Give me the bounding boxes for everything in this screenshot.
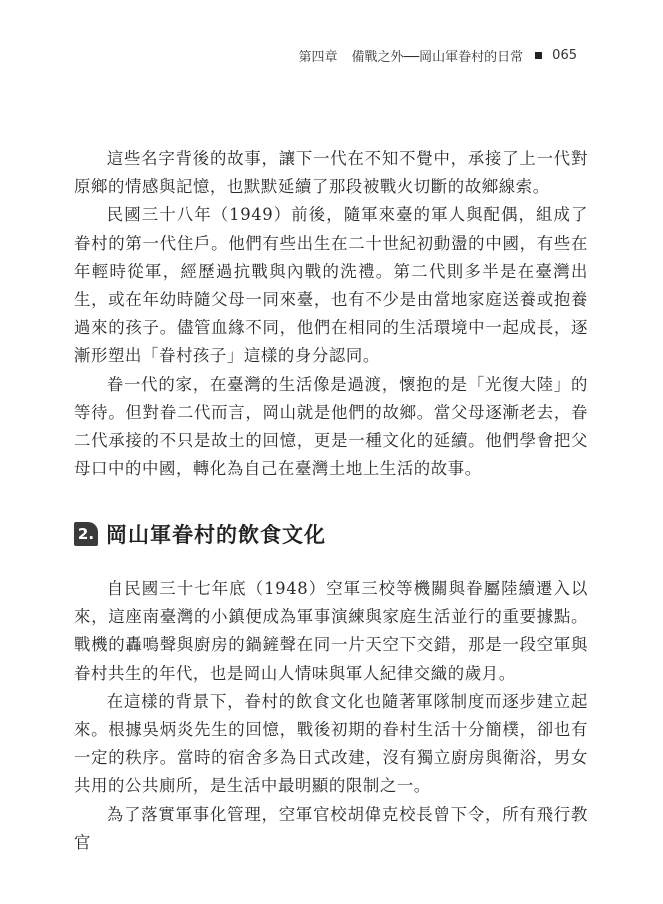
body-text-top xyxy=(74,145,588,483)
chapter-title: 備戰之外──岡山軍眷村的日常 xyxy=(351,50,524,65)
paragraph: 自民國三十七年底（1948）空軍三校等機關與眷屬陸續遷入以來，這座南臺灣的小鎮便成為軍事演練與家庭生活並行的重要據點。戰機的轟鳴聲與廚房的鍋鏟聲在同一片天空下交錯，那是一段空軍與眷村共生的年代，也是岡山人情味與軍人紀律交織的歲月。 xyxy=(74,579,588,683)
page-number: 065 xyxy=(552,48,577,63)
paragraph: 眷一代的家，在臺灣的生活像是過渡，懷抱的是「光復大陸」的等待。但對眷二代而言，岡山就是他們的故鄉。當父母逐漸老去，眷二代承接的不只是故土的回憶，更是一種文化的延續。他們學會把父母口中的中國，轉化為自己在臺灣土地上生活的故事。 xyxy=(74,374,588,479)
paragraph: 為了落實軍事化管理，空軍官校胡偉克校長曾下令，所有飛行教官 xyxy=(74,804,588,852)
square-bullet-icon xyxy=(535,52,542,59)
paragraph: 這些名字背後的故事，讓下一代在不知不覺中，承接了上一代對原鄉的情感與記憶，也默默延續了那段被戰火切斷的故鄉線索。 xyxy=(74,149,588,197)
body-text-bottom xyxy=(74,575,588,857)
chapter-label: 第四章 xyxy=(298,50,338,65)
section-number-badge: 2. xyxy=(74,522,98,546)
paragraph: 在這樣的背景下，眷村的飲食文化也隨著軍隊制度而逐步建立起來。根據吳炳炎先生的回憶，戰後初期的眷村生活十分簡樸，卻也有一定的秩序。當時的宿舍多為日式改建，沒有獨立廚房與衛浴，男女共用的公共廁所，是生活中最明顯的限制之一。 xyxy=(74,691,588,796)
paragraph: 民國三十八年（1949）前後，隨軍來臺的軍人與配偶，組成了眷村的第一代住戶。他們有些出生在二十世紀初動盪的中國，有些在年輕時從軍，經歷過抗戰與內戰的洗禮。第二代則多半是在臺灣出生，或在年幼時隨父母一同來臺，也有不少是由當地家庭送養或抱養過來的孩子。儘管血緣不同，他們在相同的生活環境中一起成長，逐漸形塑出「眷村孩子」這樣的身分認同。 xyxy=(74,205,588,366)
section-heading xyxy=(74,519,326,549)
section-title: 岡山軍眷村的飲食文化 xyxy=(106,523,326,547)
running-header xyxy=(299,46,578,65)
